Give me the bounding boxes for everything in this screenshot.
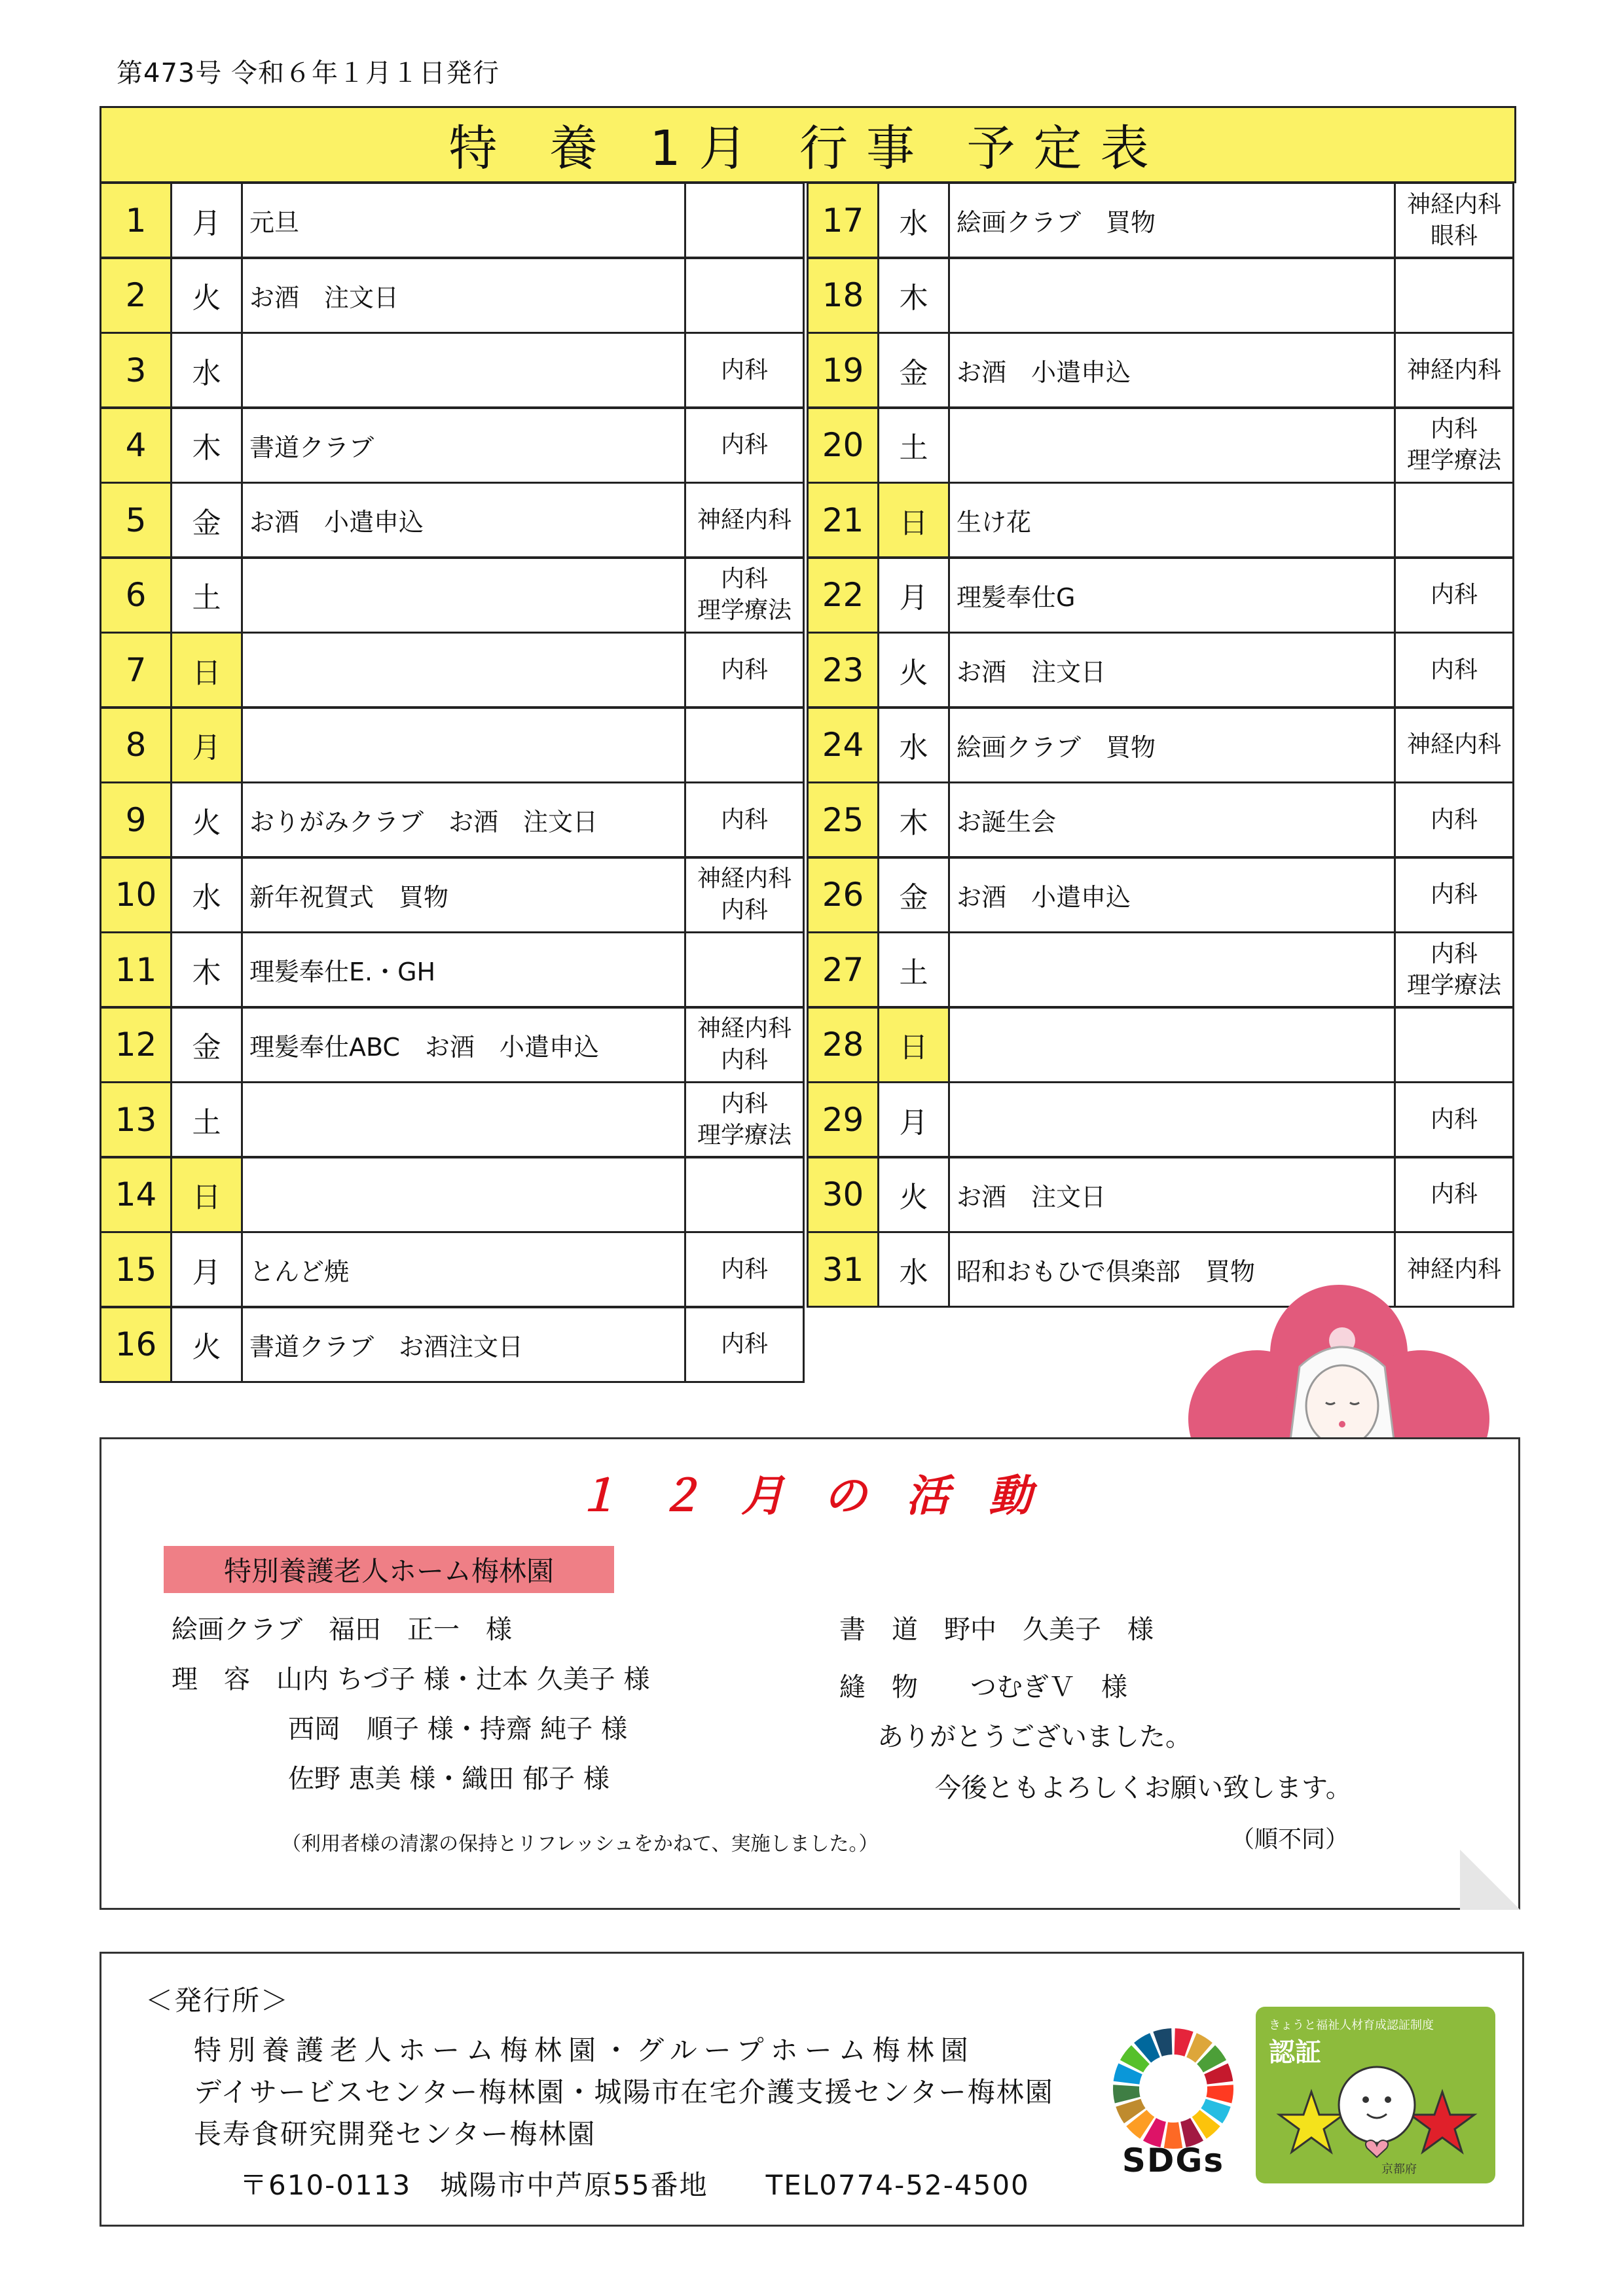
- schedule-row: [807, 482, 1514, 558]
- day-number: 7: [100, 632, 172, 708]
- event-text: お酒 注文日: [948, 1157, 1396, 1233]
- weekday: 土: [170, 1081, 243, 1158]
- medical-item: 内科: [720, 1331, 768, 1357]
- medical-item: 理学療法: [1406, 447, 1501, 474]
- medical-item: 神経内科: [1406, 356, 1501, 384]
- schedule-row: [807, 857, 1514, 933]
- medical-cell: [684, 1231, 805, 1308]
- schedule-row: [100, 857, 805, 933]
- event-text: 絵画クラブ 買物: [948, 182, 1396, 259]
- schedule-row: [100, 407, 805, 484]
- schedule-row: [807, 332, 1514, 408]
- day-number: 31: [807, 1231, 879, 1308]
- medical-cell: [1394, 707, 1514, 783]
- medical-item: 内科: [1430, 1181, 1478, 1208]
- weekday: 水: [170, 857, 243, 933]
- event-text: 昭和おもひで倶楽部 買物: [948, 1231, 1396, 1308]
- day-number: 24: [807, 707, 879, 783]
- schedule-row: [807, 557, 1514, 634]
- weekday: 金: [170, 482, 243, 558]
- day-number: 28: [807, 1007, 879, 1083]
- medical-cell: [1394, 482, 1514, 558]
- activity-note: （利用者様の清潔の保持とリフレッシュをかねて、実施しました。）: [282, 1833, 879, 1856]
- schedule-row: [100, 182, 805, 259]
- medical-cell: [1394, 257, 1514, 334]
- publisher-line-1: 特別養護老人ホーム梅林園・グループホーム梅林園: [194, 2034, 975, 2066]
- event-text: [241, 632, 686, 708]
- schedule-row: [100, 707, 805, 783]
- medical-item: 内科: [1430, 581, 1478, 608]
- schedule-row: [807, 407, 1514, 484]
- medical-cell: [684, 407, 805, 484]
- day-number: 22: [807, 557, 879, 634]
- medical-item: 内科: [720, 1090, 768, 1117]
- day-number: 15: [100, 1231, 172, 1308]
- event-text: 書道クラブ: [241, 407, 686, 484]
- schedule-row: [100, 1157, 805, 1233]
- schedule-row: [100, 1081, 805, 1158]
- weekday: 水: [877, 182, 950, 259]
- event-text: [948, 1007, 1396, 1083]
- cert-caption: きょうと福祉人材育成認証制度: [1269, 2018, 1434, 2032]
- day-number: 1: [100, 182, 172, 259]
- schedule-row: [100, 482, 805, 558]
- day-number: 25: [807, 781, 879, 858]
- event-text: [241, 707, 686, 783]
- schedule-row: [100, 1007, 805, 1083]
- schedule-row: [100, 557, 805, 634]
- weekday: 水: [170, 332, 243, 408]
- day-number: 2: [100, 257, 172, 334]
- publisher-address: 〒610-0113 城陽市中芦原55番地 TEL0774-52-4500: [240, 2169, 1030, 2201]
- day-number: 29: [807, 1081, 879, 1158]
- schedule-table: [100, 106, 1516, 1402]
- medical-cell: [684, 1157, 805, 1233]
- day-number: 14: [100, 1157, 172, 1233]
- day-number: 5: [100, 482, 172, 558]
- schedule-row: [100, 1231, 805, 1308]
- weekday: 月: [170, 707, 243, 783]
- kyoto-certification-badge: [1256, 2007, 1495, 2183]
- weekday: 水: [877, 707, 950, 783]
- schedule-row: [100, 781, 805, 858]
- event-text: 元旦: [241, 182, 686, 259]
- event-text: お酒 小遣申込: [241, 482, 686, 558]
- medical-cell: [684, 182, 805, 259]
- weekday: 木: [170, 931, 243, 1008]
- day-number: 9: [100, 781, 172, 858]
- event-text: 理髪奉仕ABC お酒 小遣申込: [241, 1007, 686, 1083]
- day-number: 26: [807, 857, 879, 933]
- weekday: 金: [170, 1007, 243, 1083]
- weekday: 木: [170, 407, 243, 484]
- publisher-line-3: 長寿食研究開発センター梅林園: [194, 2118, 596, 2150]
- sewing-line: 縫 物 つむぎＶ 様: [839, 1672, 1127, 1702]
- barber-line-1: 理 容 山内 ちづ子 様・辻本 久美子 様: [172, 1664, 650, 1695]
- event-text: 理髪奉仕E.・GH: [241, 931, 686, 1008]
- day-number: 19: [807, 332, 879, 408]
- schedule-row: [807, 1157, 1514, 1233]
- schedule-title: 特 養 1月 行事 予定表: [448, 120, 1167, 177]
- medical-cell: [1394, 1007, 1514, 1083]
- day-number: 10: [100, 857, 172, 933]
- day-number: 16: [100, 1306, 172, 1383]
- order-note: （順不同）: [1231, 1826, 1349, 1853]
- medical-item: 眼科: [1430, 222, 1478, 249]
- day-number: 6: [100, 557, 172, 634]
- medical-cell: [684, 1081, 805, 1158]
- weekday: 日: [877, 1007, 950, 1083]
- medical-item: 内科: [1430, 656, 1478, 683]
- weekday: 土: [170, 557, 243, 634]
- medical-cell: [684, 857, 805, 933]
- medical-cell: [1394, 1157, 1514, 1233]
- medical-cell: [684, 1007, 805, 1083]
- medical-item: 内科: [720, 897, 768, 924]
- medical-cell: [684, 781, 805, 858]
- medical-item: 内科: [1430, 881, 1478, 908]
- day-number: 23: [807, 632, 879, 708]
- medical-cell: [1394, 931, 1514, 1008]
- medical-cell: [1394, 332, 1514, 408]
- weekday: 火: [170, 781, 243, 858]
- medical-cell: [684, 332, 805, 408]
- medical-cell: [684, 557, 805, 634]
- medical-item: 内科: [720, 356, 768, 384]
- schedule-row: [100, 931, 805, 1008]
- weekday: 日: [170, 1157, 243, 1233]
- weekday: 日: [170, 632, 243, 708]
- day-number: 30: [807, 1157, 879, 1233]
- event-text: 新年祝賀式 買物: [241, 857, 686, 933]
- medical-item: 内科: [1430, 1105, 1478, 1133]
- schedule-row: [807, 632, 1514, 708]
- weekday: 水: [877, 1231, 950, 1308]
- medical-cell: [684, 931, 805, 1008]
- event-text: お酒 注文日: [948, 632, 1396, 708]
- medical-item: 神経内科: [1406, 190, 1501, 218]
- issue-info: 第473号 令和６年１月１日発行: [117, 58, 500, 88]
- medical-cell: [684, 257, 805, 334]
- medical-cell: [1394, 632, 1514, 708]
- regards-line: 今後ともよろしくお願い致します。: [935, 1773, 1352, 1803]
- weekday: 火: [877, 1157, 950, 1233]
- event-text: お酒 注文日: [241, 257, 686, 334]
- schedule-row: [807, 781, 1514, 858]
- weekday: 月: [877, 1081, 950, 1158]
- medical-item: 内科: [720, 1047, 768, 1073]
- schedule-row: [100, 1306, 805, 1383]
- event-text: とんど焼: [241, 1231, 686, 1308]
- event-text: お酒 小遣申込: [948, 857, 1396, 933]
- day-number: 27: [807, 931, 879, 1008]
- medical-cell: [684, 482, 805, 558]
- weekday: 木: [877, 257, 950, 334]
- medical-item: 神経内科: [1406, 1255, 1501, 1283]
- event-text: [241, 1081, 686, 1158]
- medical-item: 内科: [720, 565, 768, 592]
- day-number: 8: [100, 707, 172, 783]
- event-text: [948, 1081, 1396, 1158]
- day-number: 12: [100, 1007, 172, 1083]
- day-number: 20: [807, 407, 879, 484]
- day-number: 3: [100, 332, 172, 408]
- medical-item: 内科: [720, 656, 768, 683]
- activity-title: １２月の活動: [576, 1471, 1071, 1521]
- day-number: 17: [807, 182, 879, 259]
- event-text: 書道クラブ お酒注文日: [241, 1306, 686, 1383]
- cert-title: 認証: [1269, 2037, 1321, 2068]
- medical-cell: [1394, 857, 1514, 933]
- day-number: 13: [100, 1081, 172, 1158]
- medical-item: 内科: [720, 806, 768, 833]
- medical-cell: [1394, 182, 1514, 259]
- medical-item: 内科: [720, 1255, 768, 1283]
- event-text: [948, 407, 1396, 484]
- event-text: [241, 557, 686, 634]
- schedule-row: [807, 1081, 1514, 1158]
- page-curl-decoration: [1460, 1850, 1520, 1910]
- publisher-line-2: デイサービスセンター梅林園・城陽市在宅介護支援センター梅林園: [194, 2076, 1054, 2108]
- schedule-row: [100, 332, 805, 408]
- schedule-row: [807, 257, 1514, 334]
- sdgs-label: SDGs: [1122, 2142, 1225, 2179]
- event-text: おりがみクラブ お酒 注文日: [241, 781, 686, 858]
- schedule-row: [807, 707, 1514, 783]
- event-text: 理髪奉仕G: [948, 557, 1396, 634]
- event-text: [948, 931, 1396, 1008]
- cert-mascot-icon: [1275, 2059, 1478, 2164]
- barber-line-3: 佐野 恵美 様・織田 郁子 様: [288, 1764, 610, 1794]
- weekday: 火: [877, 632, 950, 708]
- day-number: 11: [100, 931, 172, 1008]
- medical-item: 内科: [1430, 940, 1478, 967]
- medical-cell: [684, 1306, 805, 1383]
- schedule-row: [100, 257, 805, 334]
- weekday: 月: [170, 1231, 243, 1308]
- cert-issuer: 京都府: [1381, 2162, 1417, 2176]
- medical-item: 神経内科: [697, 506, 792, 533]
- medical-item: 神経内科: [1406, 731, 1501, 758]
- medical-item: 内科: [1430, 416, 1478, 442]
- weekday: 日: [877, 482, 950, 558]
- weekday: 土: [877, 931, 950, 1008]
- event-text: お誕生会: [948, 781, 1396, 858]
- medical-item: 内科: [1430, 806, 1478, 833]
- medical-cell: [1394, 557, 1514, 634]
- medical-item: 理学療法: [697, 1121, 792, 1149]
- medical-item: 内科: [720, 431, 768, 458]
- weekday: 土: [877, 407, 950, 484]
- weekday: 金: [877, 332, 950, 408]
- medical-item: 理学療法: [697, 597, 792, 624]
- weekday: 火: [170, 257, 243, 334]
- medical-item: 神経内科: [697, 1015, 792, 1042]
- painting-club-line: 絵画クラブ 福田 正一 様: [172, 1615, 512, 1645]
- schedule-row: [807, 1007, 1514, 1083]
- weekday: 月: [170, 182, 243, 259]
- event-text: お酒 小遣申込: [948, 332, 1396, 408]
- thanks-line: ありがとうございました。: [877, 1722, 1192, 1752]
- weekday: 木: [877, 781, 950, 858]
- event-text: [948, 257, 1396, 334]
- event-text: 絵画クラブ 買物: [948, 707, 1396, 783]
- day-number: 18: [807, 257, 879, 334]
- weekday: 火: [170, 1306, 243, 1383]
- calligraphy-line: 書 道 野中 久美子 様: [839, 1615, 1154, 1645]
- schedule-row: [807, 931, 1514, 1008]
- event-text: 生け花: [948, 482, 1396, 558]
- barber-line-2: 西岡 順子 様・持齋 純子 様: [288, 1714, 628, 1744]
- medical-cell: [1394, 407, 1514, 484]
- day-number: 21: [807, 482, 879, 558]
- schedule-row: [100, 632, 805, 708]
- medical-item: 神経内科: [697, 865, 792, 892]
- day-number: 4: [100, 407, 172, 484]
- schedule-title-bar: [100, 106, 1516, 183]
- medical-item: 理学療法: [1406, 971, 1501, 999]
- medical-cell: [1394, 1081, 1514, 1158]
- event-text: [241, 1157, 686, 1233]
- weekday: 月: [877, 557, 950, 634]
- publisher-heading: ＜発行所＞: [145, 1984, 290, 2017]
- medical-cell: [684, 632, 805, 708]
- medical-cell: [1394, 781, 1514, 858]
- facility-tag: 特別養護老人ホーム梅林園: [164, 1546, 614, 1593]
- schedule-row: [807, 182, 1514, 259]
- medical-cell: [684, 707, 805, 783]
- event-text: [241, 332, 686, 408]
- weekday: 金: [877, 857, 950, 933]
